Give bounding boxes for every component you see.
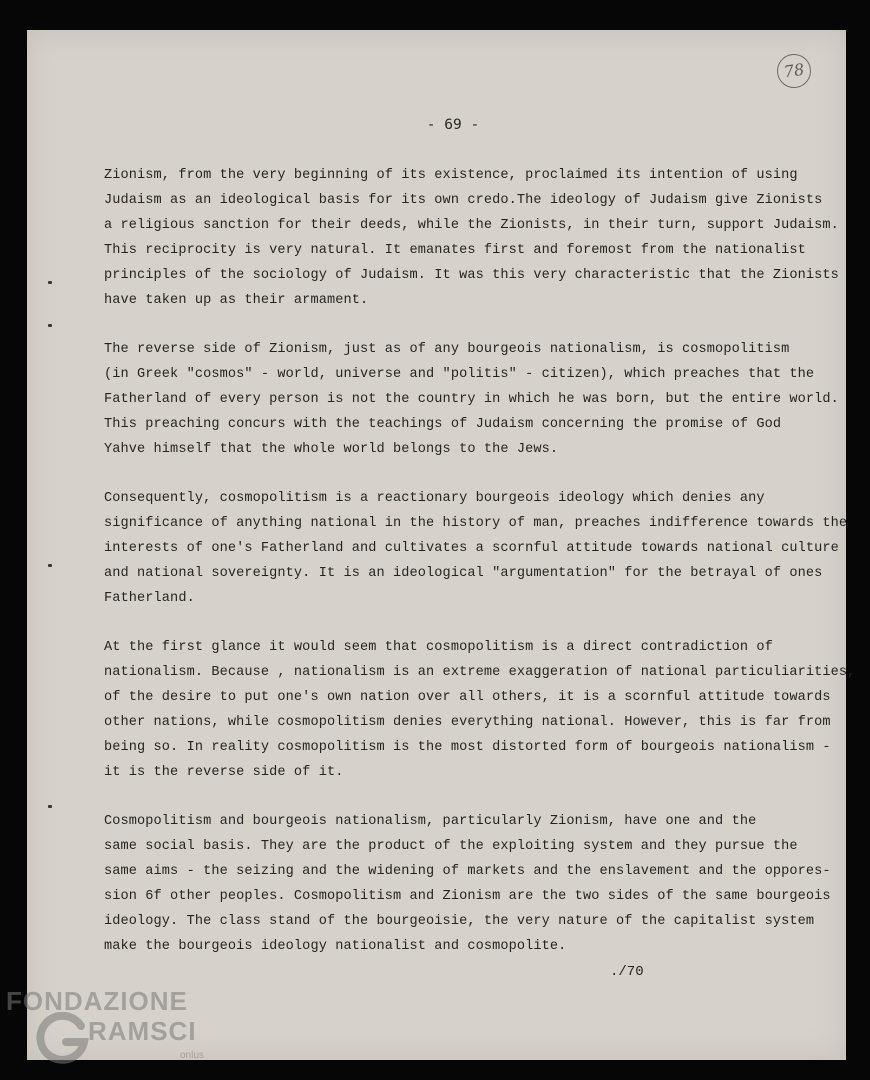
text-line: Consequently, cosmopolitism is a reactionary bourgeois ideology which denies any xyxy=(104,491,765,506)
margin-mark xyxy=(48,324,52,327)
text-line: have taken up as their armament. xyxy=(104,293,369,308)
continuation-marker: ./70 xyxy=(610,964,644,980)
text-line: same aims - the seizing and the widening of markets and the enslavement and the oppores- xyxy=(104,864,831,879)
text-line: other nations, while cosmopolitism denies everything national. However, this is far from xyxy=(104,715,831,730)
text-line: of the desire to put one's own nation over all others, it is a scornful attitude towards xyxy=(104,690,831,705)
text-line: being so. In reality cosmopolitism is the most distorted form of bourgeois nationalism - xyxy=(104,740,831,755)
watermark-suffix: onlus xyxy=(180,1050,204,1061)
paragraph-5 xyxy=(104,809,831,959)
text-line: (in Greek "cosmos" - world, universe and "politis" - citizen), which preaches that the xyxy=(104,367,815,382)
paragraph-3 xyxy=(104,486,848,611)
margin-mark xyxy=(48,564,52,567)
page-number: - 69 - xyxy=(426,117,480,133)
text-line: same social basis. They are the product of the exploiting system and they pursue the xyxy=(104,839,798,854)
text-line: a religious sanction for their deeds, while the Zionists, in their turn, support Judaism. xyxy=(104,218,839,233)
document-body xyxy=(104,163,856,983)
text-line: Cosmopolitism and bourgeois nationalism, particularly Zionism, have one and the xyxy=(104,814,757,829)
paragraph-1 xyxy=(104,163,839,313)
text-line: and national sovereignty. It is an ideological "argumentation" for the betrayal of ones xyxy=(104,566,823,581)
text-line: principles of the sociology of Judaism. It was this very characteristic that the Zionists xyxy=(104,268,839,283)
text-line: Fatherland of every person is not the country in which he was born, but the entire world. xyxy=(104,392,839,407)
text-line: The reverse side of Zionism, just as of any bourgeois nationalism, is cosmopolitism xyxy=(104,342,790,357)
text-line: Zionism, from the very beginning of its existence, proclaimed its intention of using xyxy=(104,168,798,183)
text-line: Fatherland. xyxy=(104,591,195,606)
margin-mark xyxy=(48,805,52,808)
text-line: This preaching concurs with the teachings of Judaism concerning the promise of God xyxy=(104,417,782,432)
margin-mark xyxy=(48,281,52,284)
paragraph-2 xyxy=(104,337,839,462)
text-line: sion 6f other peoples. Cosmopolitism and Zionism are the two sides of the same bourgeois xyxy=(104,889,831,904)
text-line: nationalism. Because , nationalism is an extreme exaggeration of national particuliarities, xyxy=(104,665,856,680)
text-line: make the bourgeois ideology nationalist and cosmopolite. xyxy=(104,939,567,954)
text-line: Judaism as an ideological basis for its own credo.The ideology of Judaism give Zionists xyxy=(104,193,823,208)
text-line: Yahve himself that the whole world belongs to the Jews. xyxy=(104,442,559,457)
text-line: it is the reverse side of it. xyxy=(104,765,344,780)
watermark-line-1: FONDAZIONE xyxy=(6,986,188,1016)
watermark-logo xyxy=(4,986,219,1076)
paragraph-4 xyxy=(104,635,856,785)
text-line: This reciprocity is very natural. It emanates first and foremost from the nationalist xyxy=(104,243,806,258)
text-line: significance of anything national in the history of man, preaches indifference towards the xyxy=(104,516,848,531)
text-line: ideology. The class stand of the bourgeoisie, the very nature of the capitalist system xyxy=(104,914,815,929)
archive-stamp: 78 xyxy=(775,52,813,90)
text-line: interests of one's Fatherland and cultivates a scornful attitude towards national culture xyxy=(104,541,839,556)
watermark-g-icon xyxy=(36,1012,90,1066)
text-line: At the first glance it would seem that cosmopolitism is a direct contradiction of xyxy=(104,640,773,655)
watermark-line-2: RAMSCI xyxy=(88,1016,197,1046)
